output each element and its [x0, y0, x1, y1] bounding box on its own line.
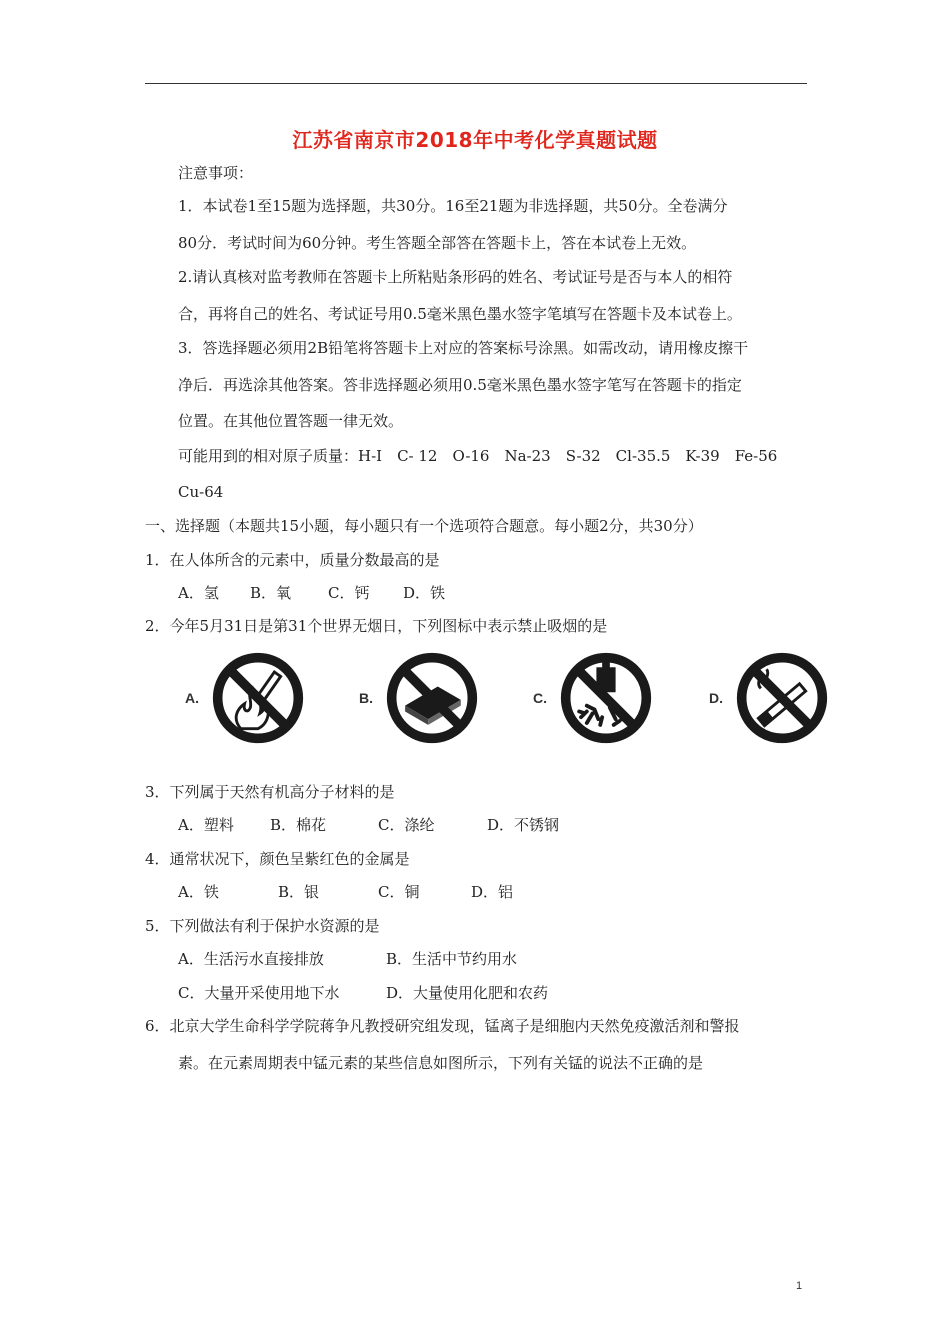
note-1b: 80分．考试时间为60分钟。考生答题全部答在答题卡上，答在本试卷上无效。 [178, 234, 697, 252]
q1-option-c: C．钙 [328, 584, 370, 602]
note-2a: 2.请认真核对监考教师在答题卡上所粘贴条形码的姓名、考试证号是否与本人的相符 [178, 268, 733, 286]
section-heading: 一、选择题（本题共15小题，每小题只有一个选项符合题意。每小题2分，共30分） [145, 517, 703, 535]
question-3: 3．下列属于天然有机高分子材料的是 [145, 783, 395, 801]
note-1a: 1．本试卷1至15题为选择题，共30分。16至21题为非选择题，共50分。全卷满分 [178, 197, 728, 215]
question-6: 6．北京大学生命科学学院蒋争凡教授研究组发现，锰离子是细胞内天然免疫激活剂和警报 [145, 1017, 740, 1035]
page-number: 1 [796, 1280, 803, 1292]
q4-option-a: A．铁 [178, 883, 219, 901]
no-fire-icon [210, 650, 306, 746]
q4-option-d: D．铝 [471, 883, 514, 901]
q5-option-b: B．生活中节约用水 [386, 950, 518, 968]
atomic-masses-cont: Cu-64 [178, 483, 224, 501]
q1-option-a: A．氢 [178, 584, 219, 602]
q3-option-d: D．不锈钢 [487, 816, 560, 834]
q3-option-a: A．塑料 [178, 816, 234, 834]
question-1: 1．在人体所含的元素中，质量分数最高的是 [145, 551, 440, 569]
q4-option-b: B．银 [278, 883, 320, 901]
note-2b: 合，再将自己的姓名、考试证号用0.5毫米黑色墨水签字笔填写在答题卡及本试卷上。 [178, 305, 742, 323]
header-rule [145, 83, 807, 84]
no-fireworks-icon [558, 650, 654, 746]
q1-option-d: D．铁 [403, 584, 446, 602]
q2-option-c-label: C. [533, 690, 547, 706]
no-matches-icon [384, 650, 480, 746]
notes-heading: 注意事项： [178, 164, 254, 182]
note-3b: 净后．再选涂其他答案。答非选择题必须用0.5毫米黑色墨水签字笔写在答题卡的指定 [178, 376, 742, 394]
q5-option-d: D．大量使用化肥和农药 [386, 984, 549, 1002]
note-3a: 3．答选择题必须用2B铅笔将答题卡上对应的答案标号涂黑。如需改动，请用橡皮擦干 [178, 339, 749, 357]
question-4: 4．通常状况下，颜色呈紫红色的金属是 [145, 850, 410, 868]
q2-option-a-label: A. [185, 690, 199, 706]
q3-option-b: B．棉花 [270, 816, 327, 834]
note-3c: 位置。在其他位置答题一律无效。 [178, 412, 404, 430]
q2-option-d-label: D. [709, 690, 723, 706]
atomic-masses: 可能用到的相对原子质量：H-I C- 12 O-16 Na-23 S-32 Cl-35.5 K-39 Fe-56 [178, 447, 778, 465]
q2-option-b-label: B. [359, 690, 373, 706]
no-smoking-icon [734, 650, 830, 746]
q4-option-c: C．铜 [378, 883, 420, 901]
q5-option-c: C．大量开采使用地下水 [178, 984, 340, 1002]
page-title: 江苏省南京市2018年中考化学真题试题 [292, 128, 658, 152]
q3-option-c: C．涤纶 [378, 816, 435, 834]
question-5: 5．下列做法有利于保护水资源的是 [145, 917, 380, 935]
question-2: 2．今年5月31日是第31个世界无烟日，下列图标中表示禁止吸烟的是 [145, 617, 608, 635]
q1-option-b: B．氧 [250, 584, 292, 602]
q5-option-a: A．生活污水直接排放 [178, 950, 324, 968]
question-6-cont: 素。在元素周期表中锰元素的某些信息如图所示，下列有关锰的说法不正确的是 [178, 1054, 704, 1072]
